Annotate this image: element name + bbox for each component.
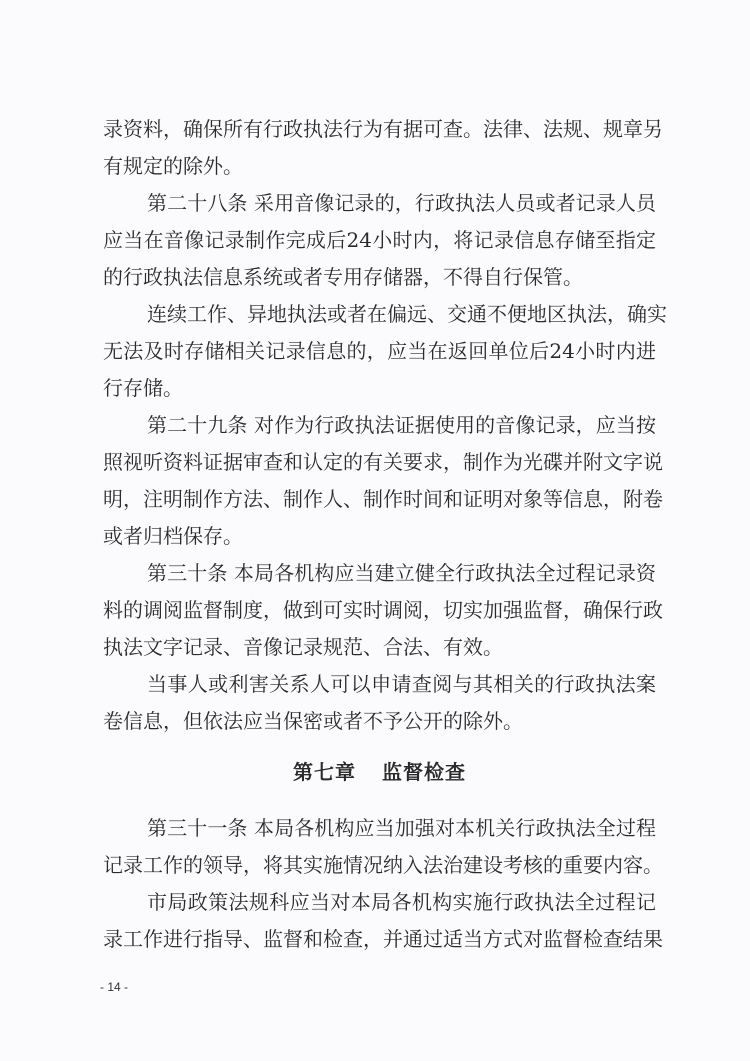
text-line: 无法及时存储相关记录信息的，应当在返回单位后24小时内进 — [103, 339, 656, 363]
text-block-before-heading — [103, 111, 667, 740]
text-line: 料的调阅监督制度，做到可实时调阅，切实加强监督，确保行政 — [103, 598, 663, 622]
text-block-after-heading — [103, 810, 663, 958]
text-line: 的行政执法信息系统或者专用存储器，不得自行保管。 — [103, 265, 583, 289]
text-line: 录资料，确保所有行政执法行为有据可查。法律、法规、规章另 — [103, 117, 663, 141]
text-line: 有规定的除外。 — [103, 154, 243, 178]
chapter-heading: 第七章 监督检查 — [293, 760, 466, 784]
text-line: 第二十九条 对作为行政执法证据使用的音像记录，应当按 — [147, 413, 656, 437]
text-line: 第三十条 本局各机构应当建立健全行政执法全过程记录资 — [147, 561, 656, 585]
text-line: 应当在音像记录制作完成后24小时内，将记录信息存储至指定 — [103, 228, 656, 252]
text-line: 卷信息，但依法应当保密或者不予公开的除外。 — [103, 709, 523, 733]
text-line: 或者归档保存。 — [103, 524, 243, 548]
text-line: 当事人或利害关系人可以申请查阅与其相关的行政执法案 — [147, 672, 656, 696]
text-line: 第二十八条 采用音像记录的，行政执法人员或者记录人员 — [147, 191, 656, 215]
text-line: 记录工作的领导，将其实施情况纳入法治建设考核的重要内容。 — [103, 853, 663, 877]
page-number: - 14 - — [100, 980, 129, 994]
text-line: 第三十一条 本局各机构应当加强对本机关行政执法全过程 — [147, 816, 656, 840]
document-body — [103, 111, 667, 958]
text-line: 执法文字记录、音像记录规范、合法、有效。 — [103, 635, 503, 659]
text-line: 照视听资料证据审查和认定的有关要求，制作为光碟并附文字说 — [103, 450, 663, 474]
text-line: 市局政策法规科应当对本局各机构实施行政执法全过程记 — [147, 890, 656, 914]
text-line: 连续工作、异地执法或者在偏远、交通不便地区执法，确实 — [147, 302, 667, 326]
text-line: 行存储。 — [103, 376, 183, 400]
text-line: 明，注明制作方法、制作人、制作时间和证明对象等信息，附卷 — [103, 487, 663, 511]
text-line: 录工作进行指导、监督和检查，并通过适当方式对监督检查结果 — [103, 927, 663, 951]
